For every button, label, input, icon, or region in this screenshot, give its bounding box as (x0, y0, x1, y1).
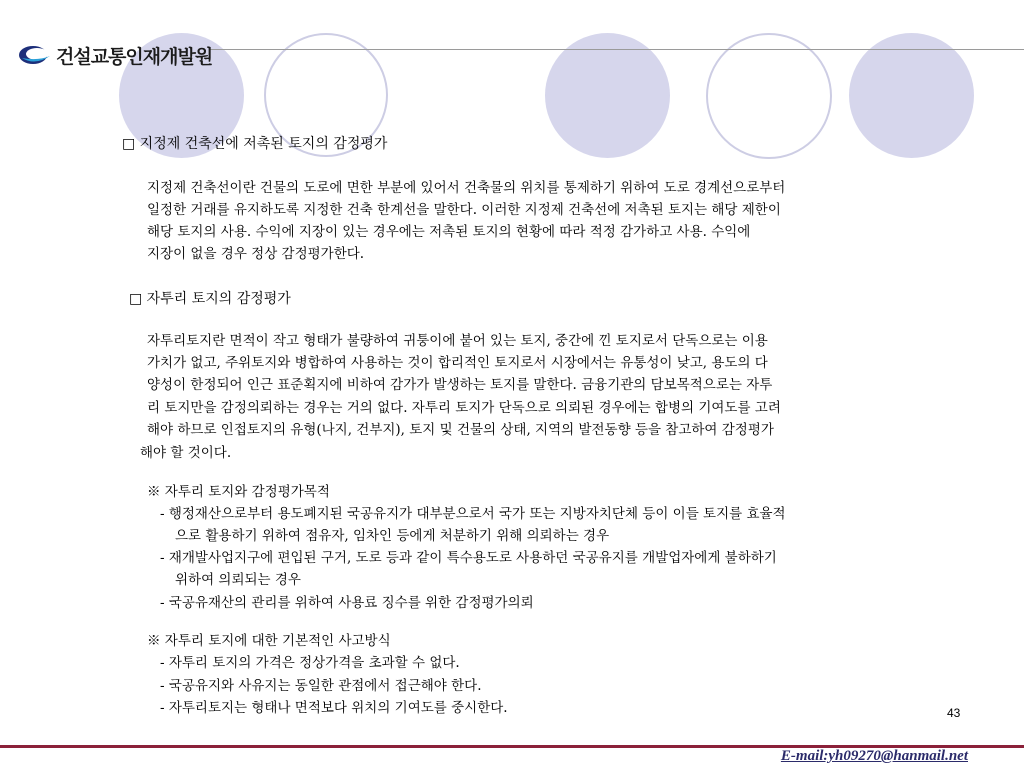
paragraph-line: 해야 할 것이다. (140, 445, 232, 461)
list-item: - 국공유재산의 관리를 위하여 사용료 징수를 위한 감정평가의뢰 (160, 595, 534, 611)
list-item: - 재개발사업지구에 편입된 구거, 도로 등과 같이 특수용도로 사용하던 국공유지를 개발업자에게 불하하기 (160, 550, 777, 566)
list-item: - 국공유지와 사유지는 동일한 관점에서 접근해야 한다. (160, 678, 482, 694)
paragraph-line: 양성이 한정되어 인근 표준획지에 비하여 감가가 발생하는 토지를 말한다. 금융기관의 담보목적으로는 자투 (147, 377, 773, 393)
section-heading: □ 자투리 토지의 감정평가 (129, 291, 291, 307)
paragraph-line: 가치가 없고, 주위토지와 병합하여 사용하는 것이 합리적인 토지로서 시장에서는 유통성이 낮고, 용도의 다 (147, 355, 768, 371)
list-item: - 행정재산으로부터 용도폐지된 국공유지가 대부분으로서 국가 또는 지방자치단체 등이 이들 토지를 효율적 (160, 506, 786, 522)
paragraph-line: 해당 토지의 사용. 수익에 지장이 있는 경우에는 저촉된 토지의 현황에 따라 적정 감가하고 사용. 수익에 (147, 224, 751, 240)
paragraph-line: 일정한 거래를 유지하도록 지정한 건축 한계선을 말한다. 이러한 지정제 건축선에 저촉된 토지는 해당 제한이 (147, 202, 781, 218)
note-heading: ※ 자투리 토지와 감정평가목적 (147, 484, 330, 500)
paragraph-line: 해야 하므로 인접토지의 유형(나지, 건부지), 토지 및 건물의 상태, 지역의 발전동향 등을 참고하여 감정평가 (147, 422, 774, 438)
logo-text: 건설교통인재개발원 (56, 45, 213, 68)
footer-email: E-mail:yh09270@hanmail.net (780, 748, 968, 764)
paragraph-line: 리 토지만을 감정의뢰하는 경우는 거의 없다. 자투리 토지가 단독으로 의뢰된 경우에는 합병의 기여도를 고려 (147, 400, 781, 416)
list-item-continuation: 으로 활용하기 위하여 점유자, 임차인 등에게 처분하기 위해 의뢰하는 경우 (175, 528, 610, 544)
section-heading: □ 지정제 건축선에 저촉된 토지의 감정평가 (122, 136, 388, 152)
paragraph-line: 자투리토지란 면적이 작고 형태가 불량하여 귀퉁이에 붙어 있는 토지, 중간에 낀 토지로서 단독으로는 이용 (147, 333, 768, 349)
list-item: - 자투리토지는 형태나 면적보다 위치의 기여도를 중시한다. (160, 700, 508, 716)
list-item: - 자투리 토지의 가격은 정상가격을 초과할 수 없다. (160, 655, 460, 671)
note-heading: ※ 자투리 토지에 대한 기본적인 사고방식 (147, 633, 391, 649)
paragraph-line: 지정제 건축선이란 건물의 도로에 면한 부분에 있어서 건축물의 위치를 통제하기 위하여 도로 경계선으로부터 (147, 180, 786, 196)
page-number: 43 (947, 706, 961, 720)
list-item-continuation: 위하여 의뢰되는 경우 (175, 572, 301, 588)
paragraph-line: 지장이 없을 경우 정상 감정평가한다. (147, 246, 365, 262)
